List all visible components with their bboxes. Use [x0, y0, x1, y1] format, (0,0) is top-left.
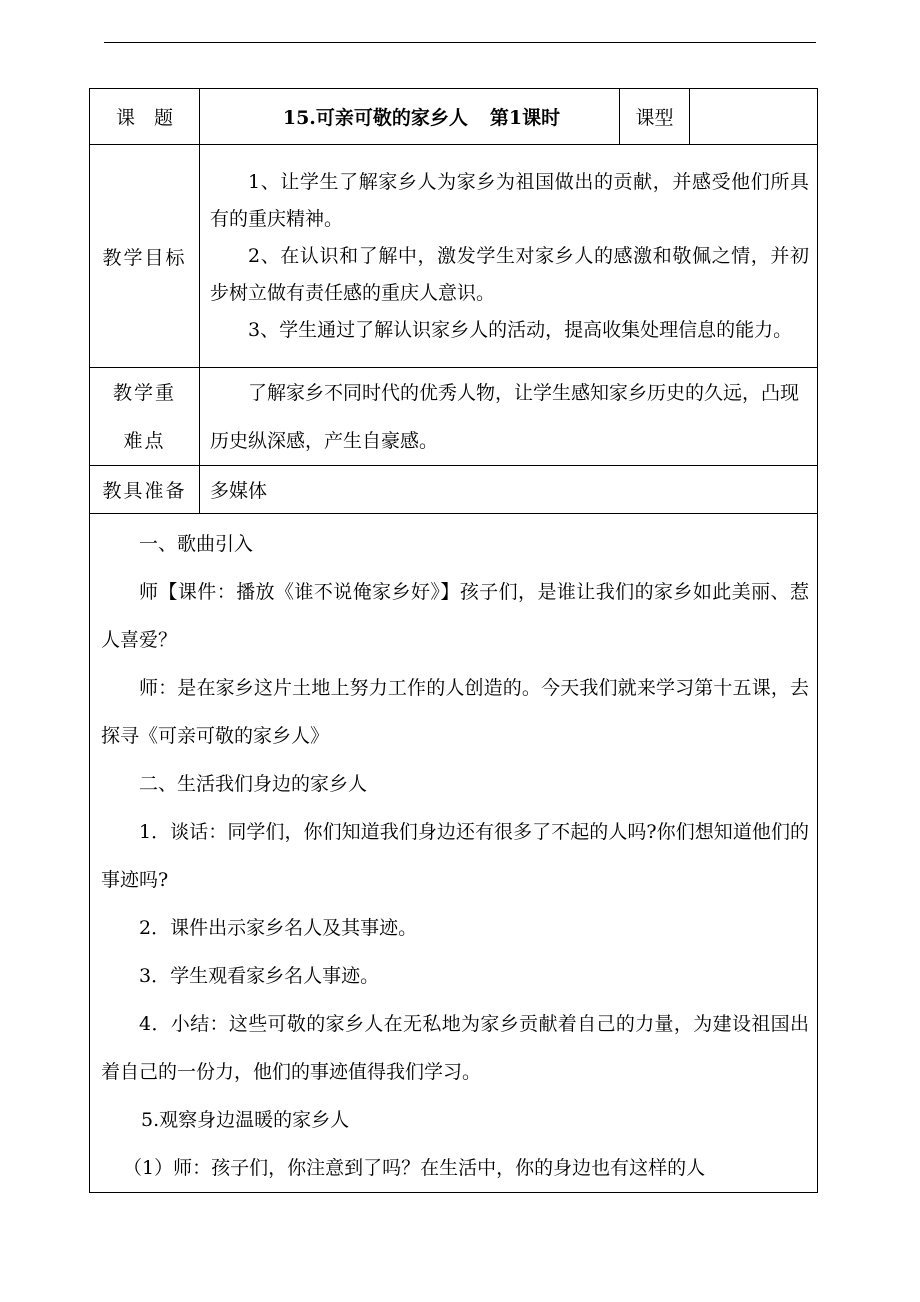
process-paragraph: 5.观察身边温暖的家乡人: [141, 1109, 350, 1131]
lesson-title: [200, 89, 620, 145]
tools-value: 多媒体: [200, 466, 818, 514]
objective-item: 3、学生通过了解认识家乡人的活动，提高收集处理信息的能力。: [248, 318, 793, 341]
key-points-row: [90, 368, 818, 466]
objectives-label: 教学目标: [90, 145, 200, 368]
tools-label: 教具准备: [90, 466, 200, 514]
page-header-rule: [104, 42, 816, 43]
topic-label: 课 题: [90, 89, 200, 145]
objectives-content: [200, 145, 818, 368]
lesson-type-value: [690, 89, 818, 145]
key-points-label: [90, 368, 200, 466]
teaching-process: [90, 514, 818, 1193]
key-points-label-line2: 难点: [123, 429, 166, 452]
lesson-type-label: 课型: [620, 89, 690, 145]
process-paragraph: 一、歌曲引入: [139, 533, 254, 555]
process-paragraph: 4．小结：这些可敬的家乡人在无私地为家乡贡献着自己的力量，为建设祖国出着自己的一份力，他们的事迹值得我们学习。: [101, 1013, 809, 1083]
lesson-period: 第1课时: [489, 107, 561, 129]
objective-item: 2、在认识和了解中，激发学生对家乡人的感激和敬佩之情，并初步树立做有责任感的重庆人意识。: [210, 244, 809, 304]
process-paragraph: （1）师：孩子们，你注意到了吗？在生活中，你的身边也有这样的人: [123, 1157, 706, 1179]
process-paragraph: 师：是在家乡这片土地上努力工作的人创造的。今天我们就来学习第十五课，去探寻《可亲可敬的家乡人》: [101, 677, 809, 747]
lesson-title-text: 15.可亲可敬的家乡人: [282, 107, 468, 129]
key-points-content: [200, 368, 818, 466]
key-points-text: 了解家乡不同时代的优秀人物，让学生感知家乡历史的久远，凸现历史纵深感，产生自豪感。: [210, 381, 800, 452]
tools-row: [90, 466, 818, 514]
process-row: [90, 514, 818, 1193]
process-paragraph: 师【课件：播放《谁不说俺家乡好》】孩子们，是谁让我们的家乡如此美丽、惹人喜爱？: [101, 581, 809, 651]
process-paragraph: 2．课件出示家乡名人及其事迹。: [139, 917, 418, 939]
process-paragraph: 二、生活我们身边的家乡人: [139, 773, 368, 795]
lesson-plan-table: [89, 88, 818, 1193]
key-points-label-line1: 教学重: [112, 381, 176, 404]
topic-row: [90, 89, 818, 145]
process-paragraph: 3．学生观看家乡名人事迹。: [139, 965, 380, 987]
objectives-row: [90, 145, 818, 368]
objective-item: 1、让学生了解家乡人为家乡为祖国做出的贡献，并感受他们所具有的重庆精神。: [210, 170, 809, 230]
process-paragraph: 1．谈话：同学们，你们知道我们身边还有很多了不起的人吗?你们想知道他们的事迹吗?: [101, 821, 809, 891]
